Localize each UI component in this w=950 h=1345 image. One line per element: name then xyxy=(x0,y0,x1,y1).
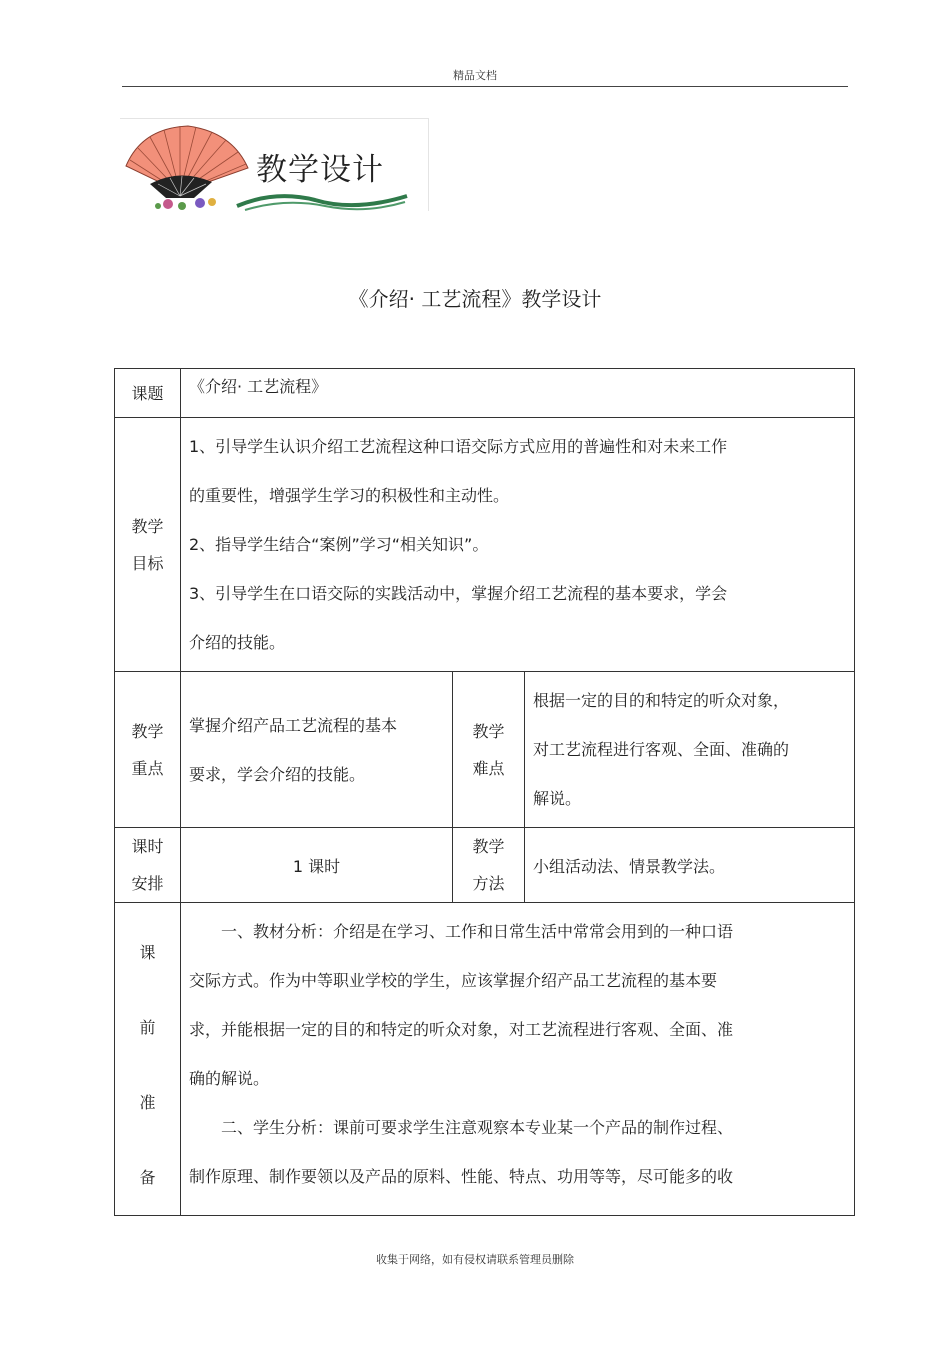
objectives-label-line1: 教学 xyxy=(131,516,164,536)
difficulties-label xyxy=(453,672,525,828)
logo xyxy=(120,118,430,213)
methods-cell xyxy=(525,828,855,903)
preparation-line: 二、学生分析：课前可要求学生注意观察本专业某一个产品的制作过程、 xyxy=(221,1118,734,1137)
key-point-line: 要求，学会介绍的技能。 xyxy=(189,764,366,784)
difficulty-line: 对工艺流程进行客观、全面、准确的 xyxy=(533,740,790,759)
methods-label xyxy=(453,828,525,903)
difficulties-label-line1: 教学 xyxy=(472,721,505,741)
methods-value: 小组活动法、情景教学法。 xyxy=(533,856,726,876)
schedule-label xyxy=(115,828,181,903)
preparation-line: 求，并能根据一定的目的和特定的听众对象，对工艺流程进行客观、全面、准 xyxy=(189,1020,734,1039)
row-topic xyxy=(115,369,855,418)
header-divider xyxy=(122,86,848,87)
schedule-label-line1: 课时 xyxy=(131,837,164,856)
preparation-line: 确的解说。 xyxy=(189,1069,270,1088)
objective-line: 3、引导学生在口语交际的实践活动中，掌握介绍工艺流程的基本要求，学会 xyxy=(189,584,728,603)
preparation-line: 交际方式。作为中等职业学校的学生，应该掌握介绍产品工艺流程的基本要 xyxy=(189,971,718,990)
row-preparation xyxy=(115,903,855,1216)
preparation-label-char: 课 xyxy=(139,943,156,962)
row-schedule xyxy=(115,828,855,903)
document-title: 《介绍· 工艺流程》教学设计 xyxy=(348,287,602,311)
logo-title: 教学设计 xyxy=(256,152,384,188)
objectives-text xyxy=(181,418,854,671)
difficulties-label-line2: 难点 xyxy=(472,758,505,778)
difficulty-line: 解说。 xyxy=(533,789,582,808)
topic-value: 《介绍· 工艺流程》 xyxy=(189,377,328,396)
objective-line: 1、引导学生认识介绍工艺流程这种口语交际方式应用的普遍性和对未来工作 xyxy=(189,437,728,456)
key-point-line: 掌握介绍产品工艺流程的基本 xyxy=(189,715,398,735)
lesson-plan-table xyxy=(114,368,855,1216)
preparation-cell xyxy=(181,903,855,1216)
key-points-label-line2: 重点 xyxy=(131,758,164,778)
objective-line: 的重要性，增强学生学习的积极性和主动性。 xyxy=(189,486,510,505)
key-points-label-line1: 教学 xyxy=(131,721,164,741)
key-points-label xyxy=(115,672,181,828)
preparation-text xyxy=(181,903,854,1205)
preparation-label-char: 准 xyxy=(139,1093,156,1112)
topic-label: 课题 xyxy=(115,369,181,418)
preparation-line: 制作原理、制作要领以及产品的原料、性能、特点、功用等等，尽可能多的收 xyxy=(189,1167,734,1186)
schedule-label-line2: 安排 xyxy=(131,874,164,893)
objectives-label-line2: 目标 xyxy=(131,553,164,573)
objectives-cell xyxy=(181,418,855,672)
key-points-text xyxy=(181,697,452,803)
difficulties-cell xyxy=(525,672,855,828)
difficulties-text xyxy=(525,672,854,827)
schedule-value: 1 课时 xyxy=(181,828,453,903)
methods-label-line1: 教学 xyxy=(472,837,505,856)
preparation-label-char: 前 xyxy=(139,1018,156,1037)
wave-decoration-icon xyxy=(235,188,410,214)
difficulty-line: 根据一定的目的和特定的听众对象， xyxy=(533,691,790,710)
row-objectives xyxy=(115,418,855,672)
row-key-points xyxy=(115,672,855,828)
preparation-label xyxy=(115,903,181,1216)
preparation-label-char: 备 xyxy=(139,1168,156,1187)
key-points-cell xyxy=(181,672,453,828)
objective-line: 2、指导学生结合“案例”学习“相关知识”。 xyxy=(189,535,489,554)
objectives-label xyxy=(115,418,181,672)
page-header: 精品文档 xyxy=(453,69,497,82)
objective-line: 介绍的技能。 xyxy=(189,633,286,652)
page-footer: 收集于网络，如有侵权请联系管理员删除 xyxy=(376,1253,574,1266)
preparation-line: 一、教材分析：介绍是在学习、工作和日常生活中常常会用到的一种口语 xyxy=(221,922,734,941)
topic-value-cell xyxy=(181,369,855,418)
methods-label-line2: 方法 xyxy=(472,874,505,893)
